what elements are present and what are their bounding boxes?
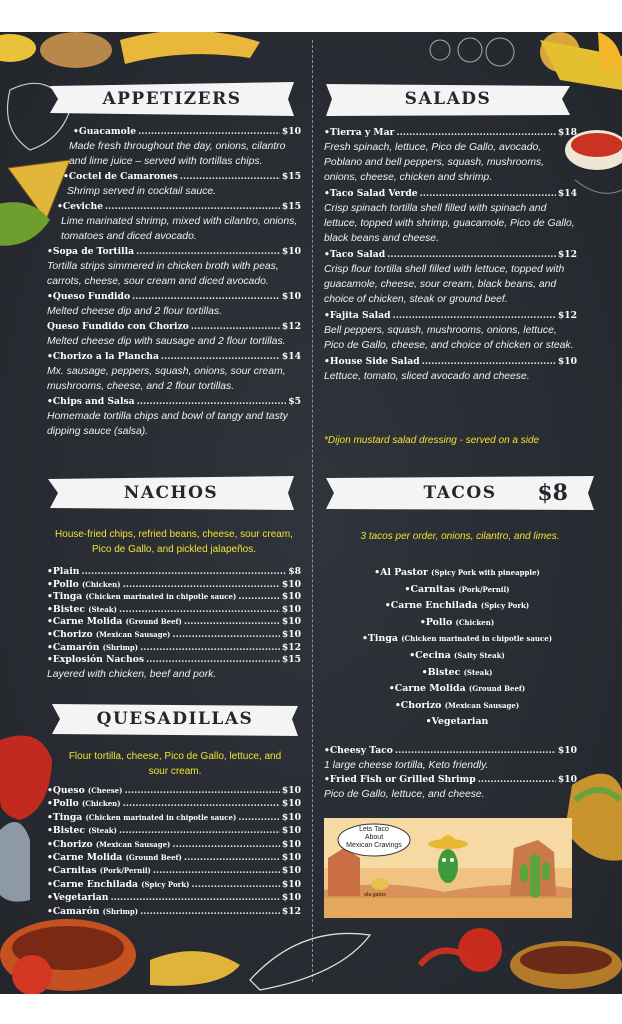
appetizers-banner xyxy=(50,82,294,116)
leader-dots xyxy=(180,170,280,184)
tacos-intro: 3 tacos per order, onions, cilantro, and limes. xyxy=(360,531,560,542)
item-name xyxy=(324,126,394,140)
item-description: Melted cheese dip and 2 flour tortillas. xyxy=(47,306,223,317)
item-name xyxy=(47,616,182,629)
item-price: $10 xyxy=(281,291,301,302)
item-description: Lettuce, tomato, sliced avocado and cheese. xyxy=(324,371,530,382)
quesadillas-title: QUESADILLAS xyxy=(96,709,254,729)
quesadillas-intro: Flour tortilla, cheese, Pico de Gallo, lettuce, and sour cream. xyxy=(68,751,282,777)
taco-filling-subtitle: (Spicy Pork) xyxy=(480,601,530,611)
nachos-banner xyxy=(48,476,294,510)
item-price: $10 xyxy=(557,356,577,367)
menu-item xyxy=(47,616,301,629)
taco-filling xyxy=(326,615,588,632)
menu-item xyxy=(47,891,301,904)
menu-item xyxy=(47,320,301,334)
leader-dots xyxy=(137,395,287,409)
item-name xyxy=(324,309,391,323)
menu-item xyxy=(47,566,301,579)
menu-item xyxy=(47,290,301,304)
item-name xyxy=(47,654,144,667)
item-name-text: •Chips and Salsa xyxy=(47,396,135,407)
item-subtitle: (Chicken marinated in chipotle sauce) xyxy=(85,592,237,602)
item-subtitle: (Mexican Sausage) xyxy=(95,839,171,849)
item-description: Melted cheese dip with sausage and 2 flour tortillas. xyxy=(47,336,286,347)
item-description: 1 large cheese tortilla, Keto friendly. xyxy=(324,760,489,771)
menu-item xyxy=(47,245,301,259)
item-name xyxy=(324,744,393,758)
menu-item xyxy=(324,773,577,787)
leader-dots xyxy=(478,773,556,787)
item-name-text: •Camarón xyxy=(47,641,100,653)
item-subtitle: (Chicken) xyxy=(81,579,121,589)
leader-dots xyxy=(420,187,556,201)
tacos-banner xyxy=(326,476,594,510)
taco-filling-name: •Tinga xyxy=(361,633,398,645)
leader-dots xyxy=(110,891,279,904)
item-price: $14 xyxy=(281,351,301,362)
item-description: Mx. sausage, peppers, squash, onions, sour cream, mushrooms, cheese, and 2 flour tortillas. xyxy=(47,366,286,392)
item-price: $10 xyxy=(281,838,301,850)
item-price: $10 xyxy=(281,798,301,810)
item-name xyxy=(47,629,170,642)
item-subtitle: (Spicy Pork) xyxy=(141,879,190,889)
item-price: $15 xyxy=(281,654,301,666)
item-price: $10 xyxy=(281,785,301,796)
item-name xyxy=(47,864,151,877)
item-price: $10 xyxy=(281,892,301,904)
leader-dots xyxy=(184,851,280,864)
item-description: Fresh spinach, lettuce, Pico de Gallo, avocado, Poblano and bell peppers, squash, mushrooms, onions, cheese, chicken and shrimp. xyxy=(324,142,545,183)
taco-filling-name: •Carnitas xyxy=(404,583,456,595)
item-name xyxy=(57,200,103,214)
taco-filling-name: •Carne Enchilada xyxy=(384,600,478,612)
taco-filling xyxy=(326,698,588,715)
item-name xyxy=(47,320,189,334)
taco-filling-name: •Chorizo xyxy=(394,699,442,711)
item-name-text: •Coctel de Camarones xyxy=(63,171,178,182)
item-name xyxy=(324,248,385,262)
item-name-text: •Tinga xyxy=(47,811,83,823)
leader-dots xyxy=(161,350,280,364)
item-name xyxy=(47,350,159,364)
menu-item xyxy=(324,355,577,369)
taco-filling xyxy=(326,565,588,582)
leader-dots xyxy=(123,579,280,592)
taco-filling xyxy=(326,681,588,698)
leader-dots xyxy=(184,616,280,629)
item-subtitle: (Shrimp) xyxy=(102,642,139,652)
taco-filling xyxy=(326,598,588,615)
menu-item xyxy=(47,125,301,139)
item-name-text: •Taco Salad xyxy=(324,249,386,260)
item-price: $10 xyxy=(281,628,301,640)
item-name xyxy=(63,170,178,184)
item-description: Pico de Gallo, lettuce, and cheese. xyxy=(324,789,485,800)
item-name xyxy=(47,811,236,824)
item-price: $10 xyxy=(281,852,301,864)
item-name-text: •Chorizo xyxy=(47,838,93,850)
taco-filling-subtitle: (Steak) xyxy=(463,667,493,677)
item-name-text: •Plain xyxy=(47,566,80,577)
item-subtitle: (Shrimp) xyxy=(102,906,139,916)
menu-item xyxy=(47,864,301,877)
item-name xyxy=(324,187,418,201)
item-description: Homemade tortilla chips and bowl of tangy and tasty dipping sauce (salsa). xyxy=(47,411,288,437)
taco-filling xyxy=(326,648,588,665)
leader-dots xyxy=(132,290,280,304)
appetizers-list xyxy=(47,124,301,439)
taco-filling-subtitle: (Ground Beef) xyxy=(468,684,526,694)
menu-item xyxy=(47,629,301,642)
menu-item xyxy=(324,744,577,758)
item-name-text: •Camarón xyxy=(47,905,100,917)
item-name xyxy=(47,395,135,409)
item-name-text: •Explosión Nachos xyxy=(47,654,144,666)
menu-item xyxy=(324,248,577,262)
item-subtitle: (Steak) xyxy=(88,826,117,836)
item-price: $10 xyxy=(281,811,301,823)
item-name-text: •Cheesy Taco xyxy=(324,745,393,756)
leader-dots xyxy=(138,125,280,139)
salads-banner xyxy=(326,82,570,116)
leader-dots xyxy=(119,824,280,837)
item-name xyxy=(324,355,420,369)
taco-filling-name: •Bistec xyxy=(421,666,461,678)
taco-filling xyxy=(326,582,588,599)
menu-item xyxy=(47,591,301,604)
item-name-text: •Queso Fundido xyxy=(47,291,131,302)
item-price: $14 xyxy=(557,188,577,199)
item-name xyxy=(47,566,79,579)
taco-filling xyxy=(326,631,588,648)
menu-item xyxy=(47,170,301,184)
item-price: $8 xyxy=(288,566,301,577)
item-price: $10 xyxy=(281,578,301,590)
item-price: $10 xyxy=(281,591,301,603)
taco-filling-name: •Vegetarian xyxy=(425,716,489,728)
item-name-text: •Tierra y Mar xyxy=(324,127,395,138)
leader-dots xyxy=(393,309,556,323)
salads-title: SALADS xyxy=(404,89,492,109)
item-description: Lime marinated shrimp, mixed with cilantro, onions, tomatoes and diced avocado. xyxy=(61,216,298,242)
item-name-text: •Fried Fish or Grilled Shrimp xyxy=(324,774,476,785)
item-name xyxy=(73,125,136,139)
item-price: $10 xyxy=(281,616,301,628)
item-description: Layered with chicken, beef and pork. xyxy=(47,668,217,680)
promo-illustration xyxy=(324,818,572,918)
leader-dots xyxy=(387,248,556,262)
tacos-price: $8 xyxy=(537,480,568,506)
taco-filling-name: •Al Pastor xyxy=(374,567,428,578)
appetizers-title: APPETIZERS xyxy=(102,89,242,109)
menu-item xyxy=(47,824,301,837)
item-name xyxy=(47,905,138,918)
item-price: $10 xyxy=(281,246,301,257)
menu-item xyxy=(324,309,577,323)
item-name-text: •Bistec xyxy=(47,603,85,615)
item-name-text: •Carne Molida xyxy=(47,852,123,864)
quesadillas-banner xyxy=(52,702,298,736)
item-price: $10 xyxy=(557,774,577,785)
leader-dots xyxy=(136,245,280,259)
item-name xyxy=(47,579,121,592)
item-price: $10 xyxy=(281,126,301,137)
leader-dots xyxy=(422,355,556,369)
tacos-title: TACOS xyxy=(423,483,497,503)
leader-dots xyxy=(140,642,280,655)
taco-filling-name: •Cecina xyxy=(409,649,451,661)
item-name xyxy=(47,290,130,304)
menu-item xyxy=(47,395,301,409)
leader-dots xyxy=(396,126,555,140)
leader-dots xyxy=(191,878,279,891)
tacos-fillings xyxy=(326,565,588,731)
taco-filling-subtitle: (Pork/Pernil) xyxy=(458,584,510,594)
menu-item xyxy=(47,350,301,364)
taco-filling-subtitle: (Salty Steak) xyxy=(454,650,505,660)
item-description: Tortilla strips simmered in chicken broth with peas, carrots, cheese, sour cream and diced avocado. xyxy=(47,261,279,287)
leader-dots xyxy=(172,838,279,851)
item-subtitle: (Ground Beef) xyxy=(125,617,182,627)
item-price: $12 xyxy=(557,310,577,321)
item-price: $10 xyxy=(281,878,301,890)
taco-filling-name: •Carne Molida xyxy=(388,683,466,695)
item-price: $10 xyxy=(557,745,577,756)
item-price: $10 xyxy=(281,825,301,837)
nachos-title: NACHOS xyxy=(123,483,219,503)
salads-list xyxy=(324,124,577,384)
item-description: Made fresh throughout the day, onions, cilantro and lime juice – served with tortillas chips. xyxy=(69,141,286,167)
menu-item xyxy=(47,654,301,667)
leader-dots xyxy=(125,784,280,797)
nachos-list xyxy=(47,566,301,682)
taco-filling-subtitle: (Chicken marinated in chipotle sauce) xyxy=(401,634,553,644)
item-name-text: •Taco Salad Verde xyxy=(324,188,418,199)
item-description: Crisp spinach tortilla shell filled with spinach and lettuce, topped with shrimp, guacamole, Pico de Gallo, black beans and cheese. xyxy=(324,203,575,244)
item-name-text: •Sopa de Tortilla xyxy=(47,246,135,257)
item-name xyxy=(47,245,134,259)
item-name-text: •Pollo xyxy=(47,798,79,810)
item-price: $10 xyxy=(281,865,301,877)
item-name-text: •Guacamole xyxy=(73,126,137,137)
menu-item xyxy=(47,784,301,797)
item-subtitle: (Ground Beef) xyxy=(125,853,182,863)
item-name xyxy=(47,642,138,655)
item-price: $12 xyxy=(281,321,301,332)
item-price: $10 xyxy=(281,603,301,615)
taco-filling xyxy=(326,714,588,731)
item-price: $18 xyxy=(557,127,577,138)
tacos-extras xyxy=(324,744,577,802)
taco-filling-subtitle: (Chicken) xyxy=(455,617,495,627)
item-name xyxy=(47,851,182,864)
leader-dots xyxy=(81,566,286,579)
leader-dots xyxy=(146,654,280,667)
item-subtitle: (Chicken marinated in chipotle sauce) xyxy=(85,812,237,822)
item-description: Bell peppers, squash, mushrooms, onions, lettuce, Pico de Gallo, cheese, and choice of chicken or steak. xyxy=(324,325,574,351)
item-name-text: •Chorizo xyxy=(47,628,93,640)
item-name-text: •House Side Salad xyxy=(324,356,420,367)
item-name xyxy=(47,824,117,837)
menu-item xyxy=(47,579,301,592)
item-name-text: •Carne Enchilada xyxy=(47,878,138,890)
item-name-text: •Ceviche xyxy=(57,201,103,212)
menu-item xyxy=(47,200,301,214)
promo-speech-bubble: Lets Taco About Mexican Cravings xyxy=(346,826,402,849)
leader-dots xyxy=(119,604,280,617)
item-subtitle: (Chicken) xyxy=(81,799,121,809)
item-name xyxy=(47,838,170,851)
item-price: $12 xyxy=(281,641,301,653)
item-description: Crisp flour tortilla shell filled with lettuce, topped with guacamole, cheese, sour cream, black beans, and choice of chicken, steak or ground beef. xyxy=(324,264,565,305)
item-name-text: •Carne Molida xyxy=(47,616,123,628)
item-subtitle: (Cheese) xyxy=(87,786,123,795)
item-price: $15 xyxy=(281,171,301,182)
item-subtitle: (Mexican Sausage) xyxy=(95,629,171,639)
menu-item xyxy=(47,838,301,851)
item-name-text: •Chorizo a la Plancha xyxy=(47,351,159,362)
item-price: $12 xyxy=(557,249,577,260)
leader-dots xyxy=(123,797,280,810)
menu-item xyxy=(47,811,301,824)
item-name xyxy=(47,878,189,891)
item-name xyxy=(47,591,236,604)
leader-dots xyxy=(191,320,280,334)
taco-filling-subtitle: (Spicy Pork with pineapple) xyxy=(431,568,540,577)
item-name xyxy=(324,773,476,787)
promo-logo: ola gatos xyxy=(364,892,386,898)
leader-dots xyxy=(395,744,556,758)
leader-dots xyxy=(140,905,280,918)
item-name-text: •Bistec xyxy=(47,825,85,837)
taco-filling xyxy=(326,665,588,682)
item-name xyxy=(47,784,123,797)
leader-dots xyxy=(238,591,280,604)
nachos-intro: House-fried chips, refried beans, cheese, sour cream, Pico de Gallo, and pickled jalapeños. xyxy=(55,529,293,555)
item-name-text: •Queso xyxy=(47,785,85,796)
taco-filling-subtitle: (Mexican Sausage) xyxy=(444,700,520,710)
item-description: Shrimp served in cocktail sauce. xyxy=(67,186,216,197)
leader-dots xyxy=(172,629,279,642)
item-price: $15 xyxy=(281,201,301,212)
item-subtitle: (Pork/Pernil) xyxy=(99,866,151,876)
item-price: $12 xyxy=(281,905,301,917)
item-name xyxy=(47,891,108,904)
menu-item xyxy=(47,905,301,918)
menu-item xyxy=(47,851,301,864)
leader-dots xyxy=(238,811,280,824)
menu-item xyxy=(47,878,301,891)
item-name-text: •Fajita Salad xyxy=(324,310,391,321)
item-name-text: •Tinga xyxy=(47,591,83,603)
item-name xyxy=(47,797,121,810)
salads-dressing-note: *Dijon mustard salad dressing - served on a side xyxy=(324,435,540,446)
leader-dots xyxy=(105,200,280,214)
item-name-text: •Pollo xyxy=(47,578,79,590)
taco-filling-name: •Pollo xyxy=(419,616,453,628)
item-price: $5 xyxy=(288,396,301,407)
menu-item xyxy=(324,126,577,140)
menu-item xyxy=(47,797,301,810)
menu-item xyxy=(47,604,301,617)
quesadillas-list xyxy=(47,784,301,918)
item-name xyxy=(47,604,117,617)
menu-item xyxy=(324,187,577,201)
item-subtitle: (Steak) xyxy=(88,604,117,614)
menu-item xyxy=(47,642,301,655)
item-name-text: Queso Fundido con Chorizo xyxy=(47,321,189,332)
item-name-text: •Carnitas xyxy=(47,865,97,877)
leader-dots xyxy=(153,864,280,877)
item-name-text: •Vegetarian xyxy=(47,892,109,904)
